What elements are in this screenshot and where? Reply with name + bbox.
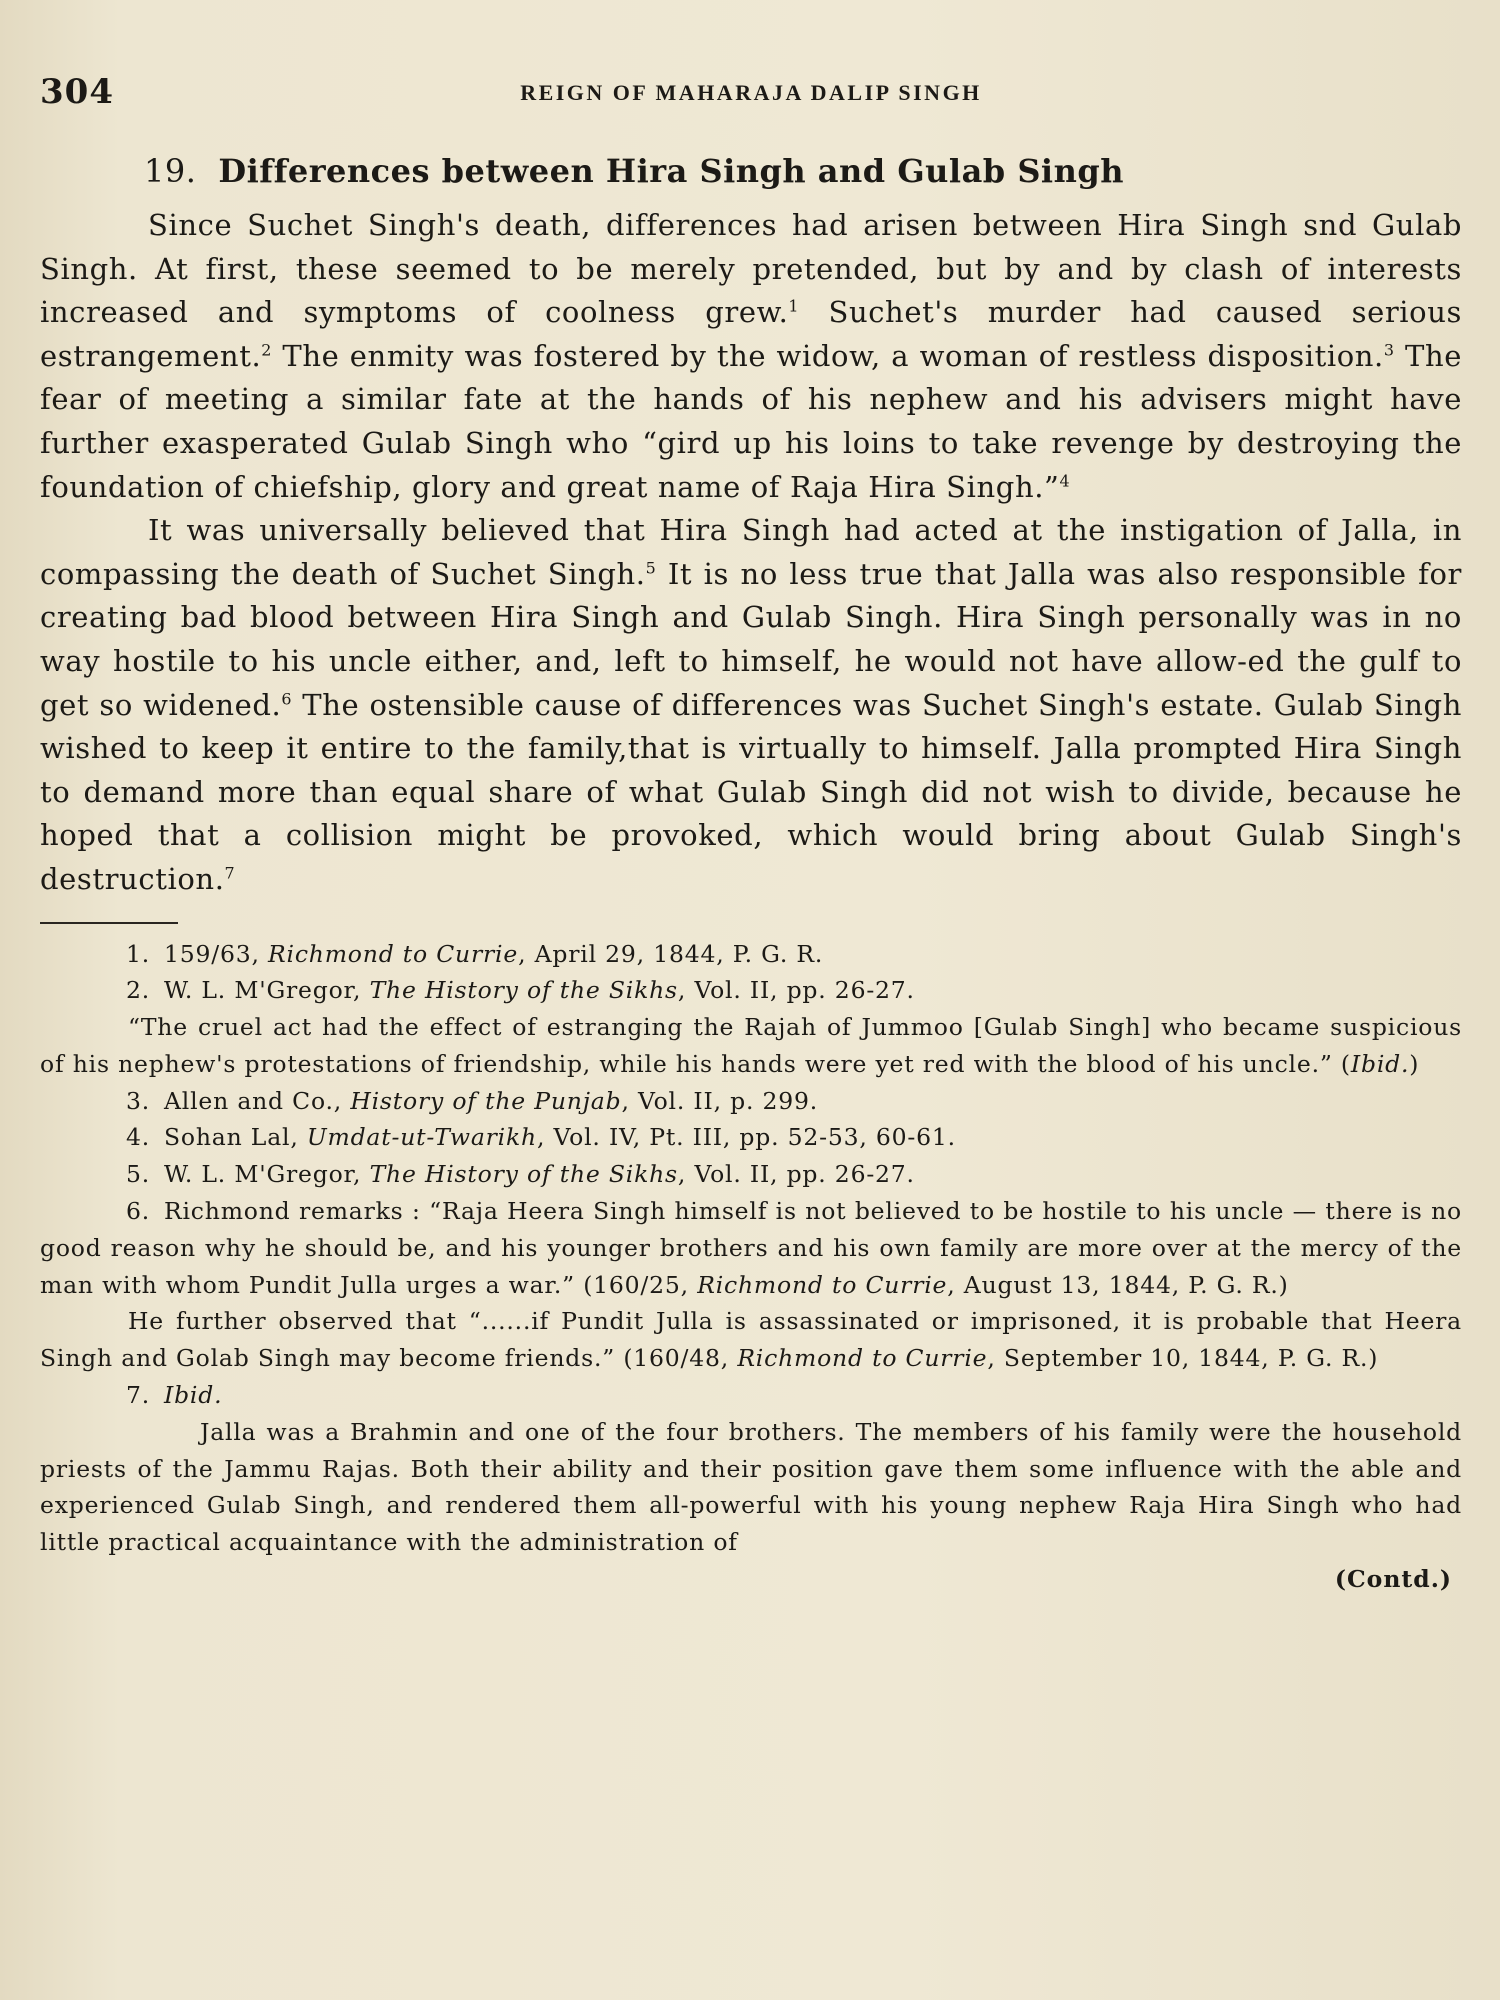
para1-text-2: Suchet's murder had caused serious estrangement.: [40, 295, 1463, 373]
footnote-text: “The cruel act had the effect of estranging the Rajah of Jummoo [Gulab Singh] who became suspicious of his nephew's protestations of friendship, while his hands were yet red with the blood of his uncle.” (: [40, 1013, 1462, 1078]
footnote-text: W. L. M'Gregor,: [164, 1160, 370, 1189]
footnote-italic: Richmond to Currie: [737, 1344, 988, 1373]
footnote-number: 7.: [126, 1381, 151, 1410]
continued-marker: (Contd.): [1334, 1565, 1452, 1594]
footnote-italic: Richmond to Currie: [697, 1270, 948, 1299]
footnote-number: 4.: [126, 1123, 151, 1152]
footnote-text: Richmond remarks : “Raja Heera Singh himself is not believed to be hostile to his uncle — there is no good reason why he should be, and his younger brothers and his own family are more over at the mercy of the man with whom Pundit Julla urges a war.” (160/25,: [40, 1197, 1462, 1299]
footnote-italic: Ibid.: [1350, 1049, 1410, 1078]
page-header: [40, 72, 1462, 118]
footnote-text: He further observed that “......if Pundit Julla is assassinated or imprisoned, it is probable that Heera Singh and Golab Singh may become friends.” (160/48,: [40, 1307, 1462, 1373]
footnote-3: [40, 1083, 1462, 1120]
para1-text-4: The fear of meeting a similar fate at the hands of his nephew and his advisers might have further exasperated Gulab Singh who “gird up his loins to take revenge by destroying the foundation of chiefship, glory and great name of Raja Hira Singh.”: [40, 338, 1462, 504]
footnote-number: 5.: [126, 1160, 151, 1189]
section-number: 19.: [144, 152, 197, 190]
para1-text-1: Since Suchet Singh's death, differences had arisen between Hira Singh snd Gulab Singh. At first, these seemed to be merely pretended, but by and by clash of interests increased and symptoms of coolness grew.: [40, 208, 1462, 330]
footnote-italic: Umdat-ut-Twarikh: [306, 1123, 537, 1152]
footnote-7-text: Jalla was a Brahmin and one of the four brothers. The members of his family were the household priests of the Jammu Rajas. Both their ability and their position gave them some influence with the able and experienced Gulab Singh, and rendered them all-powerful with his young nephew Raja Hira Singh who had little practical acquaintance with the administration of: [40, 1417, 1462, 1557]
footnote-ref-4: 4: [1059, 470, 1071, 490]
footnote-text: 159/63,: [164, 939, 269, 968]
footnote-divider: [40, 922, 178, 924]
footnote-2: [40, 972, 1462, 1009]
footnote-text: , April 29, 1844, P. G. R.: [518, 939, 824, 968]
footnote-text: ): [1409, 1049, 1420, 1078]
footnote-text: , August 13, 1844, P. G. R.): [947, 1270, 1289, 1299]
footnote-italic: The History of the Sikhs: [369, 1160, 678, 1189]
footnote-italic: The History of the Sikhs: [369, 976, 678, 1005]
footnote-ref-6: 6: [281, 688, 293, 708]
footnote-text: , September 10, 1844, P. G. R.): [987, 1344, 1379, 1373]
footnote-text: , Vol. II, p. 299.: [621, 1086, 819, 1115]
para2-text-1: It was universally believed that Hira Singh had acted at the instigation of Jalla, in compassing the death of Suchet Singh.: [40, 513, 1462, 591]
footnote-text: Allen and Co.,: [164, 1086, 351, 1115]
page-number: 304: [40, 72, 114, 112]
footnote-number: 3.: [126, 1086, 151, 1115]
para2-text-3: The ostensible cause of differences was Suchet Singh's estate. Gulab Singh wished to keep it entire to the family,that is virtually to himself. Jalla prompted Hira Singh to demand more than equal share of what Gulab Singh did not wish to divide, because he hoped that a collision might be provoked, which would bring about Gulab Singh's destruction.: [40, 687, 1462, 896]
footnote-1: [40, 936, 1462, 973]
footnote-text: W. L. M'Gregor,: [164, 976, 370, 1005]
para1-text-3: The enmity was fostered by the widow, a woman of restless disposition.: [272, 338, 1384, 373]
footnote-ref-7: 7: [224, 863, 236, 883]
footnote-4: [40, 1119, 1462, 1156]
footnote-number: 6.: [126, 1197, 151, 1226]
footnote-italic: History of the Punjab: [350, 1086, 622, 1115]
footnote-italic: Ibid.: [164, 1381, 223, 1410]
section-heading: [144, 152, 1462, 190]
footnote-6-continued: [40, 1303, 1462, 1377]
body-paragraph-1: [40, 204, 1462, 509]
footnote-2-quote: [40, 1009, 1462, 1083]
section-title: Differences between Hira Singh and Gulab Singh: [218, 152, 1124, 190]
footnote-italic: Richmond to Currie: [268, 939, 519, 968]
body-paragraph-2: [40, 509, 1462, 901]
footnote-ref-2: 2: [261, 340, 273, 360]
running-head: REIGN OF MAHARAJA DALIP SINGH: [520, 80, 982, 105]
footnote-text: Sohan Lal,: [164, 1123, 307, 1152]
footnotes: [40, 936, 1462, 1598]
footnote-ref-1: 1: [788, 296, 800, 316]
footnote-6: [40, 1193, 1462, 1303]
footnote-ref-3: 3: [1383, 340, 1395, 360]
footnote-number: 1.: [126, 939, 151, 968]
footnote-ref-5: 5: [645, 558, 657, 578]
footnote-text: , Vol. II, pp. 26-27.: [677, 976, 915, 1005]
footnote-7: [40, 1377, 1462, 1414]
footnote-5: [40, 1156, 1462, 1193]
footnote-text: , Vol. II, pp. 26-27.: [677, 1160, 915, 1189]
footnote-number: 2.: [126, 976, 151, 1005]
para2-text-2: It is no less true that Jalla was also responsible for creating bad blood between Hira Singh and Gulab Singh. Hira Singh personally was in no way hostile to his uncle either, and, left to himself, he would not have allow-ed the gulf to get so widened.: [40, 556, 1462, 722]
footnote-text: , Vol. IV, Pt. III, pp. 52-53, 60-61.: [536, 1123, 956, 1152]
